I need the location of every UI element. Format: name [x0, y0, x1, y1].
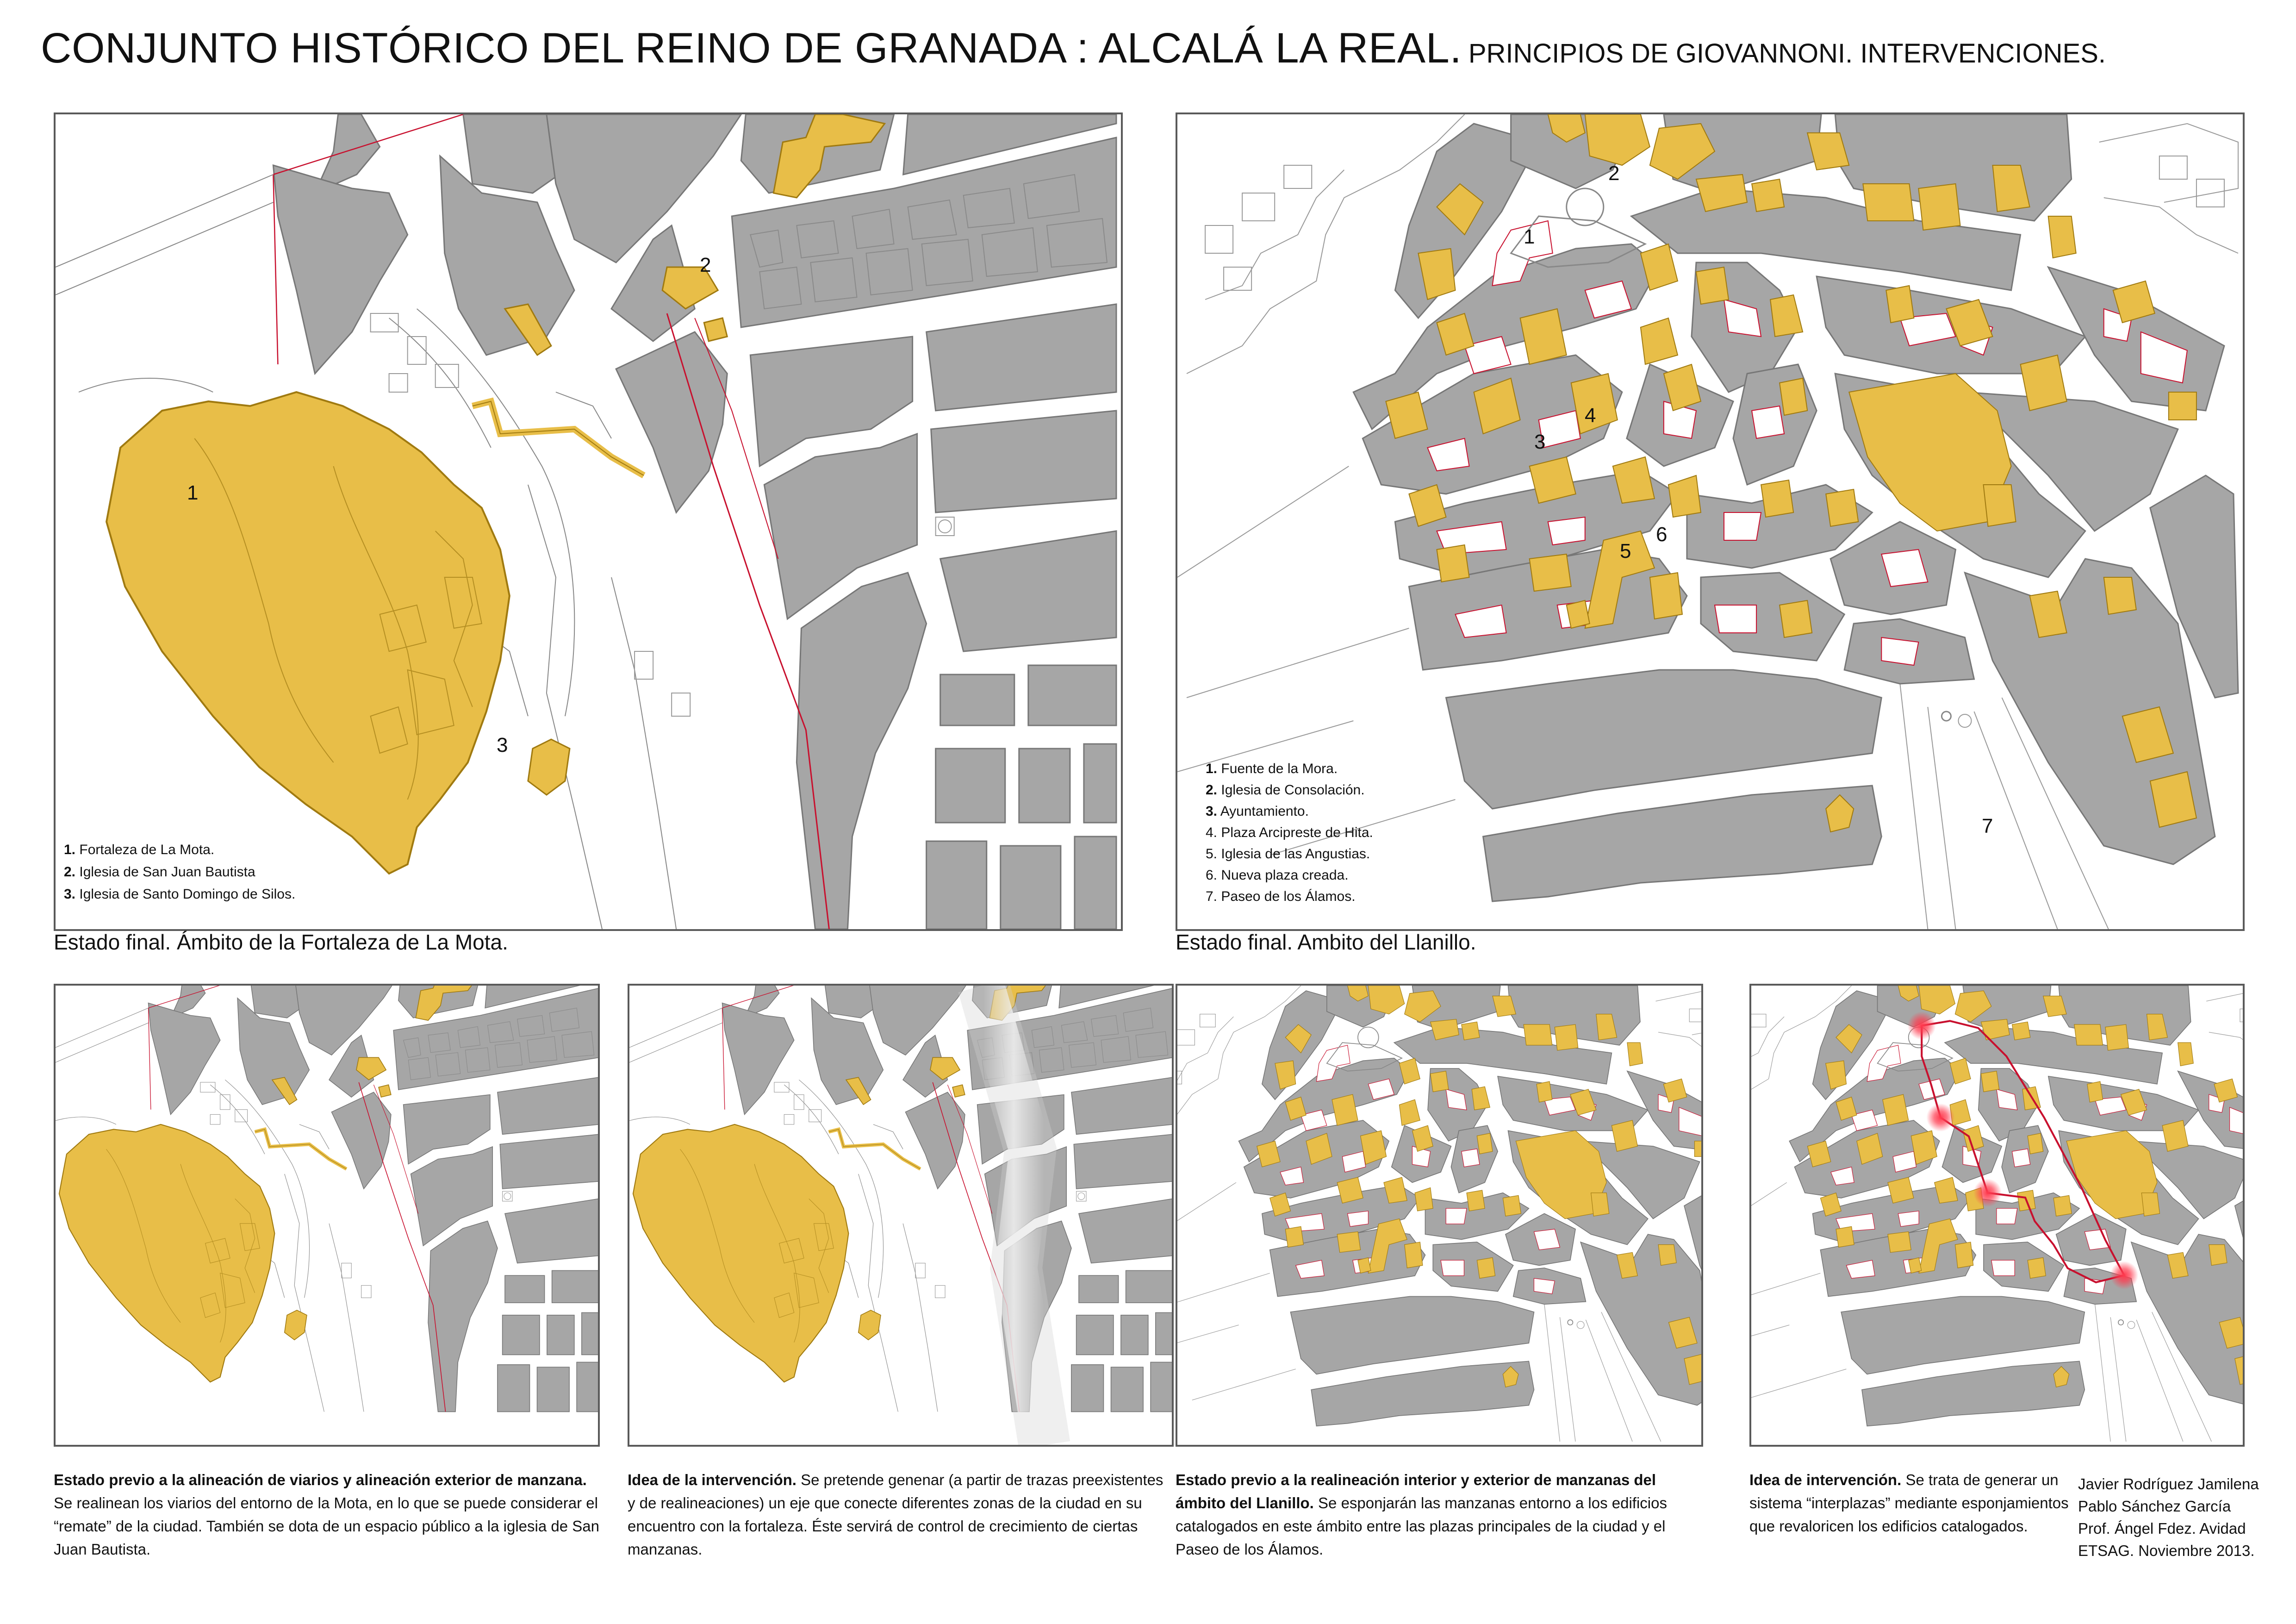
description-bold: Estado previo a la realineación interior y exterior de manzanas del ámbito del Llanillo. [1176, 1471, 1656, 1512]
hotspot [1973, 1179, 2002, 1207]
description-mota-previous [54, 1468, 600, 1561]
llanillo-legend-item: 5. Iglesia de las Angustias. [1206, 846, 1370, 862]
description-bold: Idea de intervención. [1749, 1471, 1902, 1488]
map-panel-llanillo-idea [1749, 984, 2245, 1447]
credit-line: Javier Rodríguez Jamilena [2078, 1475, 2259, 1493]
title-sub: PRINCIPIOS DE GIOVANNONI. INTERVENCIONES. [1468, 38, 2106, 69]
llanillo-label-2: 2 [1608, 162, 1620, 185]
mota-idea-map [629, 986, 1172, 1445]
hotspot [1926, 1103, 1954, 1131]
llanillo-legend-item: 3. Ayuntamiento. [1206, 804, 1309, 819]
llanillo-legend-item: 1. Fuente de la Mora. [1206, 761, 1338, 776]
description-text: Se pretende genenar (a partir de trazas preexistentes y de realineaciones) un eje que conecte diferentes zonas de la ciudad en su encuentro con la fortaleza. Éste servirá de control de crecimiento de ciertas manzanas. [628, 1471, 1164, 1558]
llanillo-legend [1206, 758, 1373, 907]
llanillo-legend-item: 6. Nueva plaza creada. [1206, 868, 1349, 883]
map-panel-mota-idea [628, 984, 1174, 1447]
map-panel-mota [54, 112, 1123, 931]
mota-legend-item: 2. Iglesia de San Juan Bautista [64, 864, 255, 880]
mota-legend [64, 839, 295, 906]
description-bold: Idea de la intervención. [628, 1471, 796, 1488]
llanillo-label-4: 4 [1585, 404, 1596, 427]
llanillo-label-5: 5 [1620, 540, 1631, 562]
mota-map [56, 114, 1121, 929]
mota-previous-map [56, 986, 598, 1445]
llanillo-label-7: 7 [1982, 815, 1993, 837]
description-text: Se realinean los viarios del entorno de la Mota, en lo que se puede considerar el “remate” de la ciudad. También se dota de un espacio público a la iglesia de San Juan Bautista. [54, 1494, 599, 1558]
credit-line: Prof. Ángel Fdez. Avidad [2078, 1520, 2246, 1537]
llanillo-previous-map [1177, 986, 1701, 1445]
mota-label-3: 3 [497, 734, 508, 756]
description-bold: Estado previo a la alineación de viarios y alineación exterior de manzana. [54, 1471, 587, 1488]
llanillo-idea-map [1751, 986, 2243, 1445]
description-text: Se trata de generar un sistema “interplazas” mediante esponjamientos que revaloricen los edificios catalogados. [1749, 1471, 2069, 1535]
description-llanillo-previous [1176, 1468, 1703, 1561]
sheet-title [41, 24, 2106, 73]
credit-line: ETSAG. Noviembre 2013. [2078, 1542, 2255, 1559]
hotspot [1908, 1012, 1936, 1040]
mota-caption: Estado final. Ámbito de la Fortaleza de La Mota. [54, 930, 508, 954]
llanillo-legend-item: 7. Paseo de los Álamos. [1206, 889, 1356, 904]
mota-label-1: 1 [187, 481, 199, 504]
llanillo-legend-item: 2. Iglesia de Consolación. [1206, 782, 1365, 798]
llanillo-caption: Estado final. Ambito del Llanillo. [1176, 930, 1476, 954]
mota-legend-item: 1. Fortaleza de La Mota. [64, 842, 215, 857]
llanillo-legend-item: 4. Plaza Arcipreste de Hita. [1206, 825, 1373, 840]
description-text: Se esponjarán las manzanas entorno a los edificios catalogados en este ámbito entre las plazas principales de la ciudad y el Paseo de los Álamos. [1176, 1494, 1667, 1558]
llanillo-label-6: 6 [1656, 523, 1668, 546]
map-panel-mota-previous [54, 984, 600, 1447]
llanillo-label-1: 1 [1524, 225, 1535, 248]
mota-label-2: 2 [700, 254, 711, 276]
credit-line: Pablo Sánchez García [2078, 1498, 2231, 1515]
map-panel-llanillo-previous [1176, 984, 1703, 1447]
hotspot [2110, 1261, 2138, 1289]
credits [2078, 1473, 2259, 1562]
llanillo-label-3: 3 [1534, 431, 1546, 453]
title-main: CONJUNTO HISTÓRICO DEL REINO DE GRANADA : ALCALÁ LA REAL. [41, 25, 1462, 72]
mota-legend-item: 3. Iglesia de Santo Domingo de Silos. [64, 887, 296, 902]
description-mota-idea [628, 1468, 1174, 1561]
description-llanillo-idea [1749, 1468, 2073, 1538]
